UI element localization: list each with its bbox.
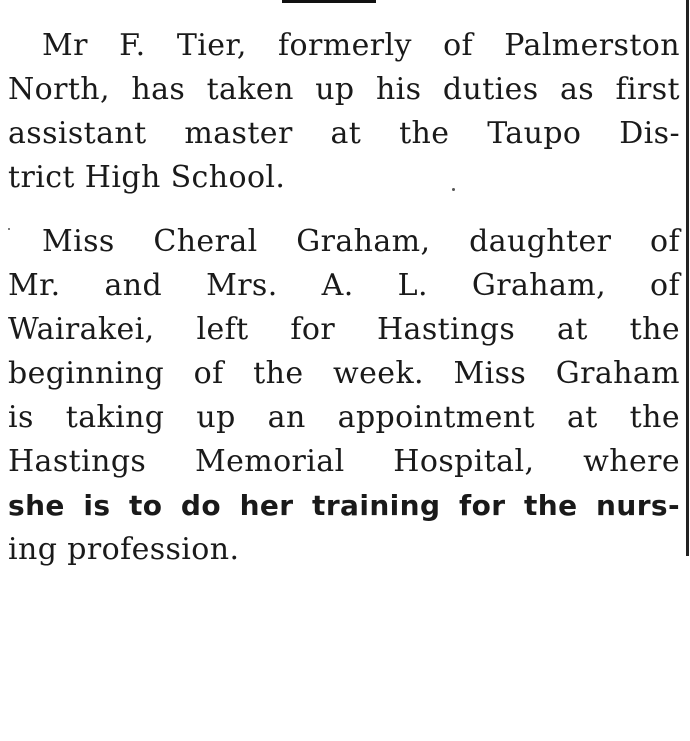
text-line: Hastings Memorial Hospital, where — [8, 444, 680, 479]
article-column — [8, 24, 680, 572]
paragraph-tier — [8, 24, 680, 200]
text-line: Mr F. Tier, formerly of Palmerston — [42, 28, 680, 63]
text-line: is taking up an appointment at the — [8, 400, 680, 435]
print-speck — [8, 228, 10, 230]
text-line: assistant master at the Taupo Dis- — [8, 116, 680, 151]
top-column-rule — [282, 0, 376, 3]
text-line-bold: she is to do her training for the nurs- — [8, 489, 680, 522]
print-speck — [452, 188, 455, 191]
text-line: Miss Cheral Graham, daughter of — [42, 224, 680, 259]
paragraph-graham — [8, 220, 680, 572]
text-line: North, has taken up his duties as first — [8, 72, 680, 107]
right-column-rule — [686, 0, 689, 556]
text-line: ing profession. — [8, 532, 240, 567]
text-line: trict High School. — [8, 160, 286, 195]
text-line: beginning of the week. Miss Graham — [8, 356, 680, 391]
text-line: Wairakei, left for Hastings at the — [8, 312, 680, 347]
text-line: Mr. and Mrs. A. L. Graham, of — [8, 268, 680, 303]
